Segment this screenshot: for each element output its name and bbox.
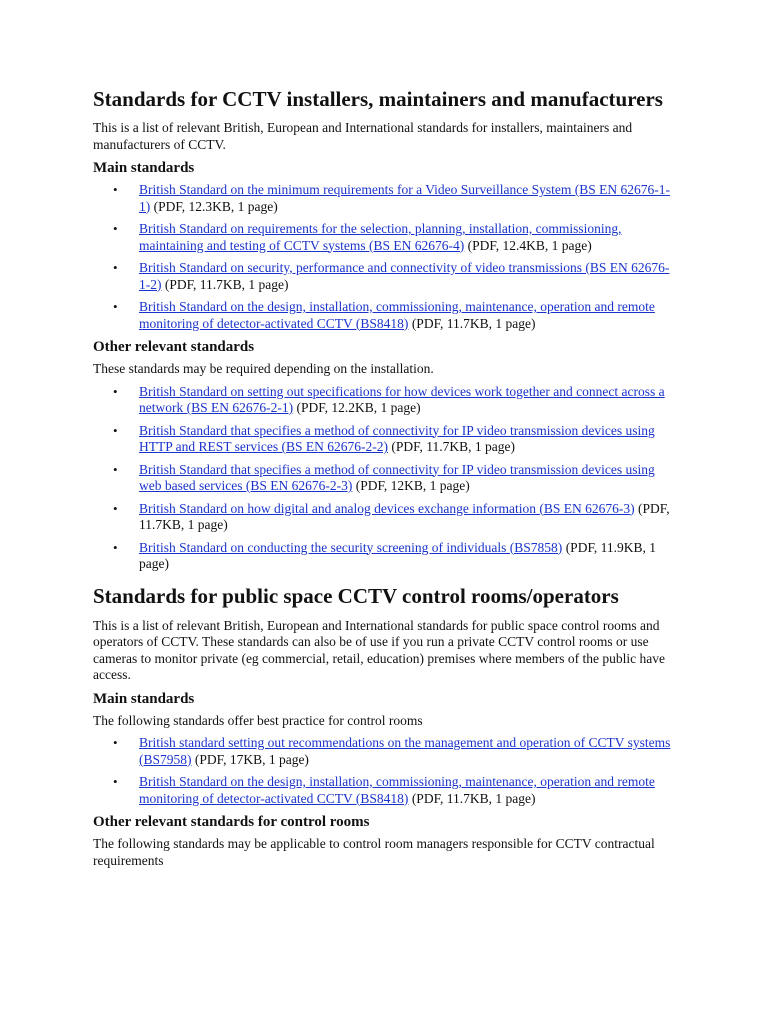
other-standards-list <box>93 384 672 573</box>
list-item <box>139 221 672 254</box>
standard-link-bs-en-62676-1-2[interactable]: British Standard on security, performance and connectivity of video transmissions (BS EN 62676-1-2) <box>139 260 670 292</box>
list-item <box>139 260 672 293</box>
list-item <box>139 299 672 332</box>
main-standards-list <box>93 182 672 332</box>
file-meta: (PDF, 11.7KB, 1 page) <box>139 500 670 532</box>
section-intro-control-rooms: This is a list of relevant British, European and International standards for public space control rooms and operators of CCTV. These standards can also be of use if you run a private CCTV control rooms or use cameras to monitor private (eg commercial, retail, education) premises where members of the public have access. <box>93 617 666 682</box>
list-item <box>139 540 672 573</box>
list-item <box>139 384 672 417</box>
group-heading-other-relevant-standards: Other relevant standards <box>93 339 255 355</box>
standard-link-bs-en-62676-4[interactable]: British Standard on requirements for the selection, planning, installation, commissioning, maintaining and testing of CCTV systems (BS EN 62676-4) <box>139 221 622 253</box>
list-item <box>139 462 672 495</box>
standard-link-bs-en-62676-3[interactable]: British Standard on how digital and analog devices exchange information (BS EN 62676-3) <box>139 500 635 516</box>
file-meta: (PDF, 12.2KB, 1 page) <box>293 400 421 415</box>
group-heading-control-main-standards: Main standards <box>93 690 195 707</box>
file-meta: (PDF, 12.4KB, 1 page) <box>464 237 592 253</box>
standard-link-bs-en-62676-2-3[interactable]: British Standard that specifies a method of connectivity for IP video transmission devices using web based services (BS EN 62676-2-3) <box>139 461 655 493</box>
standard-link-bs-en-62676-1-1[interactable]: British Standard on the minimum requirements for a Video Surveillance System (BS EN 62676-1-1) <box>139 182 670 214</box>
group-note-other-relevant: These standards may be required depending on the installation. <box>93 361 434 376</box>
file-meta: (PDF, 11.9KB, 1 page) <box>139 539 656 571</box>
file-meta: (PDF, 11.7KB, 1 page) <box>408 315 536 331</box>
standard-link-bs8418[interactable]: British Standard on the design, installation, commissioning, maintenance, operation and remote monitoring of detector-activated CCTV (BS8418) <box>139 299 655 331</box>
section-title-installers: Standards for CCTV installers, maintainers and manufacturers <box>93 87 663 111</box>
file-meta: (PDF, 12.3KB, 1 page) <box>150 198 278 214</box>
file-meta: (PDF, 11.7KB, 1 page) <box>387 439 516 454</box>
group-heading-main-standards: Main standards <box>93 160 195 176</box>
file-meta: (PDF, 11.7KB, 1 page) <box>161 276 289 292</box>
file-meta: (PDF, 11.7KB, 1 page) <box>408 790 536 806</box>
group-note-control-main: The following standards offer best practice for control rooms <box>93 712 423 728</box>
group-note-control-other: The following standards may be applicable to control room managers responsible for CCTV contractual requirements <box>93 836 655 868</box>
list-item <box>139 774 672 807</box>
control-main-standards-list <box>93 735 672 807</box>
list-item <box>139 501 672 534</box>
standard-link-bs7858[interactable]: British Standard on conducting the security screening of individuals (BS7858) <box>139 539 563 555</box>
file-meta: (PDF, 12KB, 1 page) <box>352 478 470 493</box>
section-intro-installers: This is a list of relevant British, European and International standards for installers, maintainers and manufacturers of CCTV. <box>93 120 633 152</box>
list-item <box>139 182 672 215</box>
standard-link-bs8418-control[interactable]: British Standard on the design, installation, commissioning, maintenance, operation and remote monitoring of detector-activated CCTV (BS8418) <box>139 774 655 806</box>
list-item <box>139 735 672 768</box>
standard-link-bs7958[interactable]: British standard setting out recommendations on the management and operation of CCTV systems (BS7958) <box>139 735 671 767</box>
file-meta: (PDF, 17KB, 1 page) <box>191 751 309 767</box>
list-item <box>139 423 672 456</box>
standard-link-bs-en-62676-2-2[interactable]: British Standard that specifies a method of connectivity for IP video transmission devices using HTTP and REST services (BS EN 62676-2-2) <box>139 422 655 454</box>
group-heading-control-other-standards: Other relevant standards for control rooms <box>93 814 370 830</box>
section-title-control-rooms: Standards for public space CCTV control rooms/operators <box>93 583 619 608</box>
standard-link-bs-en-62676-2-1[interactable]: British Standard on setting out specifications for how devices work together and connect across a network (BS EN 62676-2-1) <box>139 383 665 415</box>
